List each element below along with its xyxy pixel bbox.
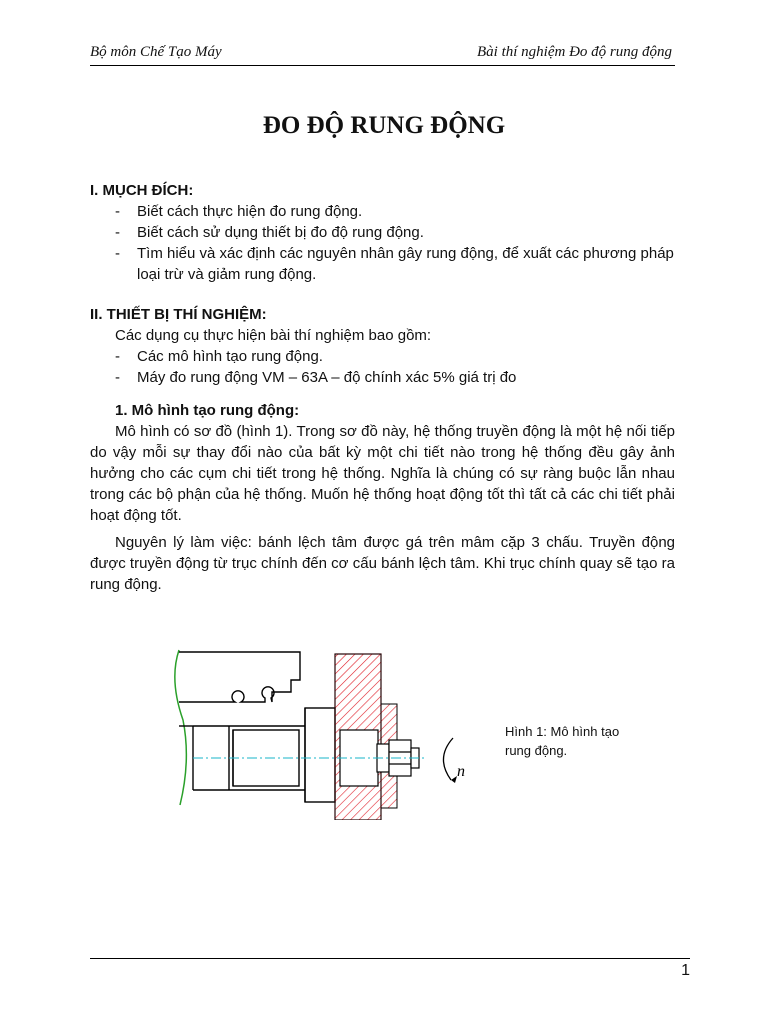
rotation-arrow-icon: [443, 738, 453, 780]
header-divider: [90, 65, 675, 66]
list-item: - Biết cách sử dụng thiết bị đo độ rung động.: [90, 222, 675, 243]
section-heading-purpose: I. MỤCH ĐÍCH:: [90, 182, 194, 199]
subsection-heading: 1. Mô hình tạo rung động:: [115, 402, 300, 419]
list-item: - Tìm hiểu và xác định các nguyên nhân gây rung động, để xuất các phương pháp loại trừ và giảm rung động.: [90, 243, 675, 285]
page-number: 1: [681, 962, 690, 979]
header-left: Bộ môn Chế Tạo Máy: [90, 44, 222, 60]
list-item: - Các mô hình tạo rung động.: [90, 346, 675, 367]
paragraph-principle: Nguyên lý làm việc: bánh lệch tâm được gá trên mâm cặp 3 chấu. Truyền động được truyền động từ trục chính đến cơ cấu bánh lệch tâm. Khi trục chính quay sẽ tạo ra rung động.: [90, 534, 675, 593]
header-right: Bài thí nghiệm Đo độ rung động: [477, 44, 672, 60]
purpose-list: [90, 201, 675, 285]
page-title: ĐO ĐỘ RUNG ĐỘNG: [262, 112, 506, 139]
list-item: - Biết cách thực hiện đo rung động.: [90, 201, 675, 222]
equipment-intro: Các dụng cụ thực hiện bài thí nghiệm bao gồm:: [115, 327, 432, 344]
equipment-list: [90, 346, 675, 388]
section-heading-equipment: II. THIẾT BỊ THÍ NGHIỆM:: [90, 306, 267, 323]
housing-break-line: [175, 650, 187, 805]
spindle-outline: [179, 652, 335, 802]
section-purpose: [90, 180, 675, 285]
figure-vibration-model: [165, 640, 485, 820]
rotation-label: n: [457, 763, 465, 780]
footer-divider: [90, 958, 690, 959]
paragraph-model: Mô hình có sơ đồ (hình 1). Trong sơ đồ này, hệ thống truyền động là một hệ nối tiếp do vậy mỗi sự thay đổi nào của bất kỳ một chi tiết nào trong hệ thống đều gây ảnh hưởng cho các cụm chi tiết trong hệ thống. Nghĩa là chúng có sự ràng buộc lẫn nhau trong các bộ phận của hệ thống. Muốn hệ thống hoạt động tốt thì tất cả các chi tiết phải hoạt động tốt.: [90, 423, 675, 524]
list-item: - Máy đo rung động VM – 63A – độ chính xác 5% giá trị đo: [90, 367, 675, 388]
figure-caption: Hình 1: Mô hình tạo rung động.: [505, 724, 620, 758]
section-equipment: [90, 304, 675, 595]
